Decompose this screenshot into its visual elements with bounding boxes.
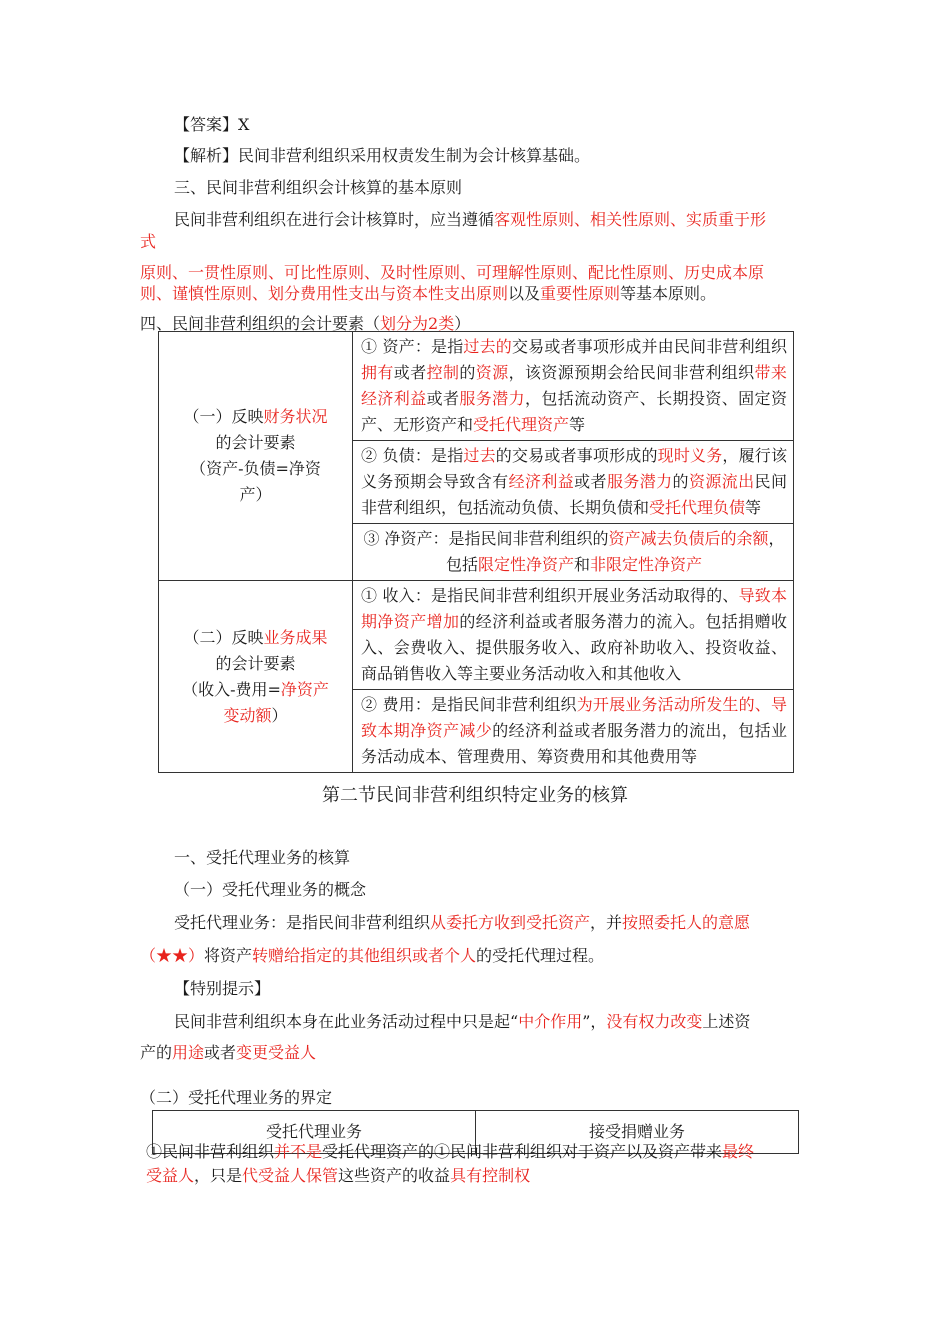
cmp-r1c: 受托代理资产的①民间非营利组织对于资产以及资产带来 — [322, 1142, 723, 1161]
concept-t6: 将资产 — [204, 946, 253, 965]
asset-t3: 交易或者事项形成并由民间非营利组织 — [511, 337, 787, 356]
col-trust-agency: 受托代理业务 — [153, 1111, 476, 1154]
group1-line4: 产） — [239, 485, 272, 504]
liab-t6: 经济利益 — [508, 472, 575, 491]
subsection-1-title: 一、受托代理业务的核算 — [174, 848, 351, 867]
net-t5: 和 — [574, 555, 591, 574]
net-t4: 限定性净资产 — [477, 555, 574, 574]
cmp-r1d: 最终 — [722, 1142, 755, 1161]
asset-t10: 带来经济利益 — [361, 363, 787, 408]
group2-line4 — [169, 703, 342, 729]
cmp-r2c: 代受益人保管 — [242, 1166, 339, 1185]
special-tip-label: 【特别提示】 — [174, 979, 271, 998]
concept-t2: 从委托方收到受托资产 — [430, 913, 591, 932]
principles-red-4: 则、谨慎性原则、划分费用性支出与资本性支出原则 — [140, 284, 509, 303]
tip-line-1 — [174, 1011, 750, 1033]
subsection-1-2-title: （二）受托代理业务的界定 — [140, 1088, 333, 1107]
asset-t15: 等 — [569, 415, 586, 434]
principles-prefix: 民间非营利组织在进行会计核算时，应当遵循 — [174, 210, 495, 229]
asset-t6: 控制 — [426, 363, 460, 382]
principles-suffix: 等基本原则。 — [620, 284, 717, 303]
liab-t4: 现时义务 — [657, 446, 723, 465]
group1-line1 — [169, 404, 342, 430]
principles-line-3: 原则、一贯性原则、可比性原则、及时性原则、可理解性原则、配比性原则、历史成本原 — [140, 263, 765, 282]
inc-t2: 导致本期净资产增加 — [361, 586, 787, 631]
group2-l3a: （收入-费用= — [182, 679, 281, 699]
compare-row-line-1 — [146, 1141, 754, 1163]
cmp-r2b: ，只是 — [194, 1166, 243, 1185]
group2-l4end: ） — [271, 705, 288, 725]
section-4-title-text: 四、民间非营利组织的会计要素（ — [140, 314, 381, 333]
concept-t8: 的受托代理过程。 — [476, 946, 605, 965]
tip-t5: 上述资 — [702, 1012, 751, 1031]
asset-t8: 资源 — [475, 363, 509, 382]
cmp-r2d: 这些资产的收益 — [338, 1166, 451, 1185]
group2-l4: 变动额 — [223, 705, 272, 725]
net-assets-cell — [353, 524, 794, 581]
net-t2: 资产减去负债后的余额 — [608, 529, 769, 548]
principles-red-1: 客观性原则、相关性原则、实质重于形 — [494, 210, 767, 229]
asset-t13: ，包括流动资产、长期投资、固定资产、无形资产和 — [361, 389, 787, 434]
net-t3: ，包括 — [445, 529, 785, 574]
inc-t3: 的经济利益或者服务潜力的流入。包括捐赠收入、会费收入、提供服务收入、政府补助收入、投资收益、商品销售收入等主要业务活动收入和其他收入 — [361, 612, 787, 683]
tip-line-2 — [140, 1042, 316, 1064]
asset-t14: 受托代理资产 — [473, 415, 570, 434]
group2-line1 — [169, 625, 342, 651]
group1-l1a: （一）反映 — [183, 407, 264, 426]
compare-row-line-2 — [146, 1165, 530, 1187]
section-4-title-end: ） — [454, 314, 471, 333]
asset-t9: ，该资源预期会给民间非营利组织 — [508, 363, 755, 382]
liab-t11: 民间非营利组织，包括流动负债、长期负债和 — [361, 472, 787, 517]
liab-t1: ② 负债：是指 — [361, 446, 464, 465]
asset-cell — [353, 332, 794, 441]
group2-l1b: 业务成果 — [263, 627, 328, 647]
principles-line-1 — [174, 209, 766, 231]
accounting-elements-table — [158, 331, 794, 773]
section-4-title-red: 划分为2类 — [380, 314, 455, 333]
asset-t7: 的 — [459, 363, 476, 382]
liab-t12: 受托代理负债 — [649, 498, 746, 517]
tip-t7: 用途 — [172, 1043, 205, 1062]
cmp-r2e: 具有控制权 — [450, 1166, 531, 1185]
tip-t3: ”， — [582, 1012, 607, 1031]
tip-t6: 产的 — [140, 1043, 173, 1062]
asset-t5: 或者 — [393, 363, 427, 382]
tip-t4: 没有权力改变 — [606, 1012, 703, 1031]
answer-line: 【答案】X — [174, 115, 250, 134]
group-business-results-cell — [159, 581, 353, 773]
tip-t8: 或者 — [204, 1043, 237, 1062]
liab-t5: ，履行该义务预期会导致含有 — [361, 446, 787, 491]
exp-t3: 的经济利益或者服务潜力的流出，包括业务活动成本、管理费用、筹资费用和其他费用等 — [361, 721, 787, 766]
tip-t9: 变更受益人 — [236, 1043, 317, 1062]
analysis-line: 【解析】民间非营利组织采用权责发生制为会计核算基础。 — [174, 146, 591, 165]
col-donation: 接受捐赠业务 — [476, 1111, 799, 1154]
asset-t2: 过去的 — [463, 337, 512, 356]
group1-line2: 的会计要素 — [215, 433, 296, 452]
concept-stars: （★★） — [140, 946, 205, 965]
asset-t12: 服务潜力 — [459, 389, 525, 408]
principles-line-2: 式 — [140, 232, 157, 251]
asset-t4: 拥有 — [361, 363, 394, 382]
expense-cell — [353, 690, 794, 773]
group2-l1a: （二）反映 — [183, 627, 264, 647]
subsection-1-1-title: （一）受托代理业务的概念 — [174, 880, 367, 899]
net-t6: 非限定性净资产 — [590, 555, 703, 574]
principles-red-5: 重要性原则 — [540, 284, 621, 303]
cmp-r2a: 受益人 — [146, 1166, 195, 1185]
group2-l3b: 净资产 — [280, 679, 329, 699]
tip-t1: 民间非营利组织本身在此业务活动过程中只是起“ — [174, 1012, 519, 1031]
group2-line3 — [169, 677, 342, 703]
concept-t3: ，并 — [590, 913, 623, 932]
tip-t2: 中介作用 — [518, 1012, 583, 1031]
concept-line-1 — [174, 912, 750, 934]
liab-t3: 的交易或者事项形成的 — [495, 446, 658, 465]
liab-t2: 过去 — [463, 446, 496, 465]
concept-line-2 — [140, 945, 604, 967]
income-cell — [353, 581, 794, 690]
group1-l1b: 财务状况 — [263, 407, 328, 426]
asset-t1: ① 资产：是指 — [361, 337, 464, 356]
liab-t7: 或者 — [574, 472, 607, 491]
liab-t10: 资源流出 — [688, 472, 755, 491]
principles-line-4 — [140, 283, 716, 305]
concept-t1: 受托代理业务：是指民间非营利组织 — [174, 913, 431, 932]
liability-cell — [353, 441, 794, 524]
principles-mid: 以及 — [508, 284, 541, 303]
concept-t7: 转赠给指定的其他组织或者个人 — [252, 946, 477, 965]
net-t1: ③ 净资产：是指民间非营利组织的 — [363, 529, 609, 548]
group-financial-position-cell — [159, 332, 353, 581]
group1-line3: （资产-负债=净资 — [190, 459, 321, 478]
section-3-title: 三、民间非营利组织会计核算的基本原则 — [174, 178, 463, 197]
liab-t13: 等 — [745, 498, 762, 517]
inc-t1: ① 收入：是指民间非营利组织开展业务活动取得的、 — [361, 586, 739, 605]
exp-t2: 为开展业务活动所发生的、导致本期净资产减少 — [361, 695, 787, 740]
asset-t11: 或者 — [426, 389, 460, 408]
section-2-heading: 第二节民间非营利组织特定业务的核算 — [322, 785, 628, 806]
concept-t4: 按照委托人的意愿 — [622, 913, 751, 932]
liab-t9: 的 — [672, 472, 689, 491]
exp-t1: ② 费用：是指民间非营利组织 — [361, 695, 577, 714]
cmp-r1a: ①民间非营利组织 — [146, 1142, 275, 1161]
cmp-r1b: 并不是 — [274, 1142, 323, 1161]
liab-t8: 服务潜力 — [606, 472, 673, 491]
group2-line2: 的会计要素 — [215, 653, 296, 673]
